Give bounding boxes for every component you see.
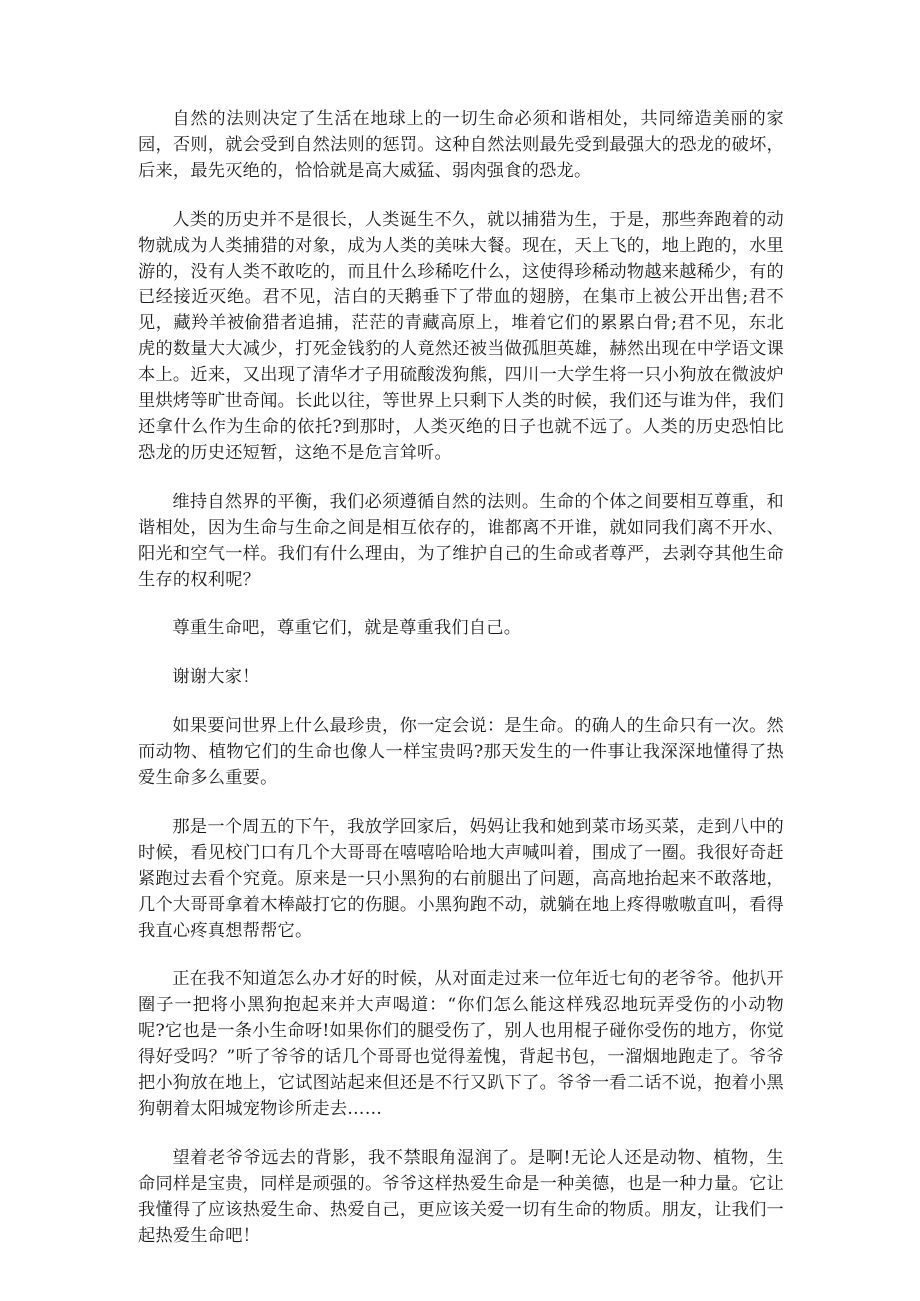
paragraph-3: 维持自然界的平衡，我们必须遵循自然的法则。生命的个体之间要相互尊重，和谐相处，因为生命与生命之间是相互依存的，谁都离不开谁，就如同我们离不开水、阳光和空气一样。我们有什么理由，为了维护自己的生命或者尊严，去剥夺其他生命生存的权利呢？ [138,491,784,590]
paragraph-1: 自然的法则决定了生活在地球上的一切生命必须和谐相处，共同缔造美丽的家园，否则，就会受到自然法则的惩罚。这种自然法则最先受到最强大的恐龙的破坏，后来，最先灭绝的，恰恰就是高大威猛、弱肉强食的恐龙。 [138,109,784,181]
paragraph-2: 人类的历史并不是很长，人类诞生不久，就以捕猎为生，于是，那些奔跑着的动物就成为人类捕猎的对象，成为人类的美味大餐。现在，天上飞的，地上跑的，水里游的，没有人类不敢吃的，而且什么珍稀吃什么，这使得珍稀动物越来越稀少，有的已经接近灭绝。君不见，洁白的天鹅垂下了带血的翅膀，在集市上被公开出售;君不见，藏羚羊被偷猎者追捕，茫茫的青藏高原上，堆着它们的累累白骨;君不见，东北虎的数量大大减少，打死金钱豹的人竟然还被当做孤胆英雄，赫然出现在中学语文课本上。近来，又出现了清华才子用硫酸泼狗熊，四川一大学生将一只小狗放在微波炉里烘烤等旷世奇闻。长此以往，等世界上只剩下人类的时候，我们还与谁为伴，我们还拿什么作为生命的依托?到那时，人类灭绝的日子也就不远了。人类的历史恐怕比恐龙的历史还短暂，这绝不是危言耸听。 [138,209,784,463]
paragraph-8: 正在我不知道怎么办才好的时候，从对面走过来一位年近七旬的老爷爷。他扒开圈子一把将小黑狗抱起来并大声喝道：“你们怎么能这样残忍地玩弄受伤的小动物呢?它也是一条小生命呀!如果你们的腿受伤了，别人也用棍子碰你受伤的地方，你觉得好受吗？”听了爷爷的话几个哥哥也觉得羞愧，背起书包，一溜烟地跑走了。爷爷把小狗放在地上，它试图站起来但还是不行又趴下了。爷爷一看二话不说，抱着小黑狗朝着太阳城宠物诊所走去…… [138,969,784,1119]
paragraph-9: 望着老爷爷远去的背影，我不禁眼角湿润了。是啊!无论人还是动物、植物，生命同样是宝贵，同样是顽强的。爷爷这样热爱生命是一种美德，也是一种力量。它让我懂得了应该热爱生命、热爱自己，更应该关爱一切有生命的物质。朋友，让我们一起热爱生命吧！ [138,1147,784,1246]
document-body [138,107,784,1250]
paragraph-7: 那是一个周五的下午，我放学回家后，妈妈让我和她到菜市场买菜，走到八中的时候，看见校门口有几个大哥哥在嘻嘻哈哈地大声喊叫着，围成了一圈。我很好奇赶紧跑过去看个究竟。原来是一只小黑狗的右前腿出了问题，高高地抬起来不敢落地，几个大哥哥拿着木棒敲打它的伤腿。小黑狗跑不动，就躺在地上疼得嗷嗷直叫，看得我直心疼真想帮帮它。 [138,816,784,941]
paragraph-4: 尊重生命吧，尊重它们，就是尊重我们自己。 [172,618,522,639]
paragraph-5: 谢谢大家！ [172,667,260,688]
paragraph-6: 如果要问世界上什么最珍贵，你一定会说：是生命。的确人的生命只有一次。然而动物、植物它们的生命也像人一样宝贵吗?那天发生的一件事让我深深地懂得了热爱生命多么重要。 [138,716,784,789]
